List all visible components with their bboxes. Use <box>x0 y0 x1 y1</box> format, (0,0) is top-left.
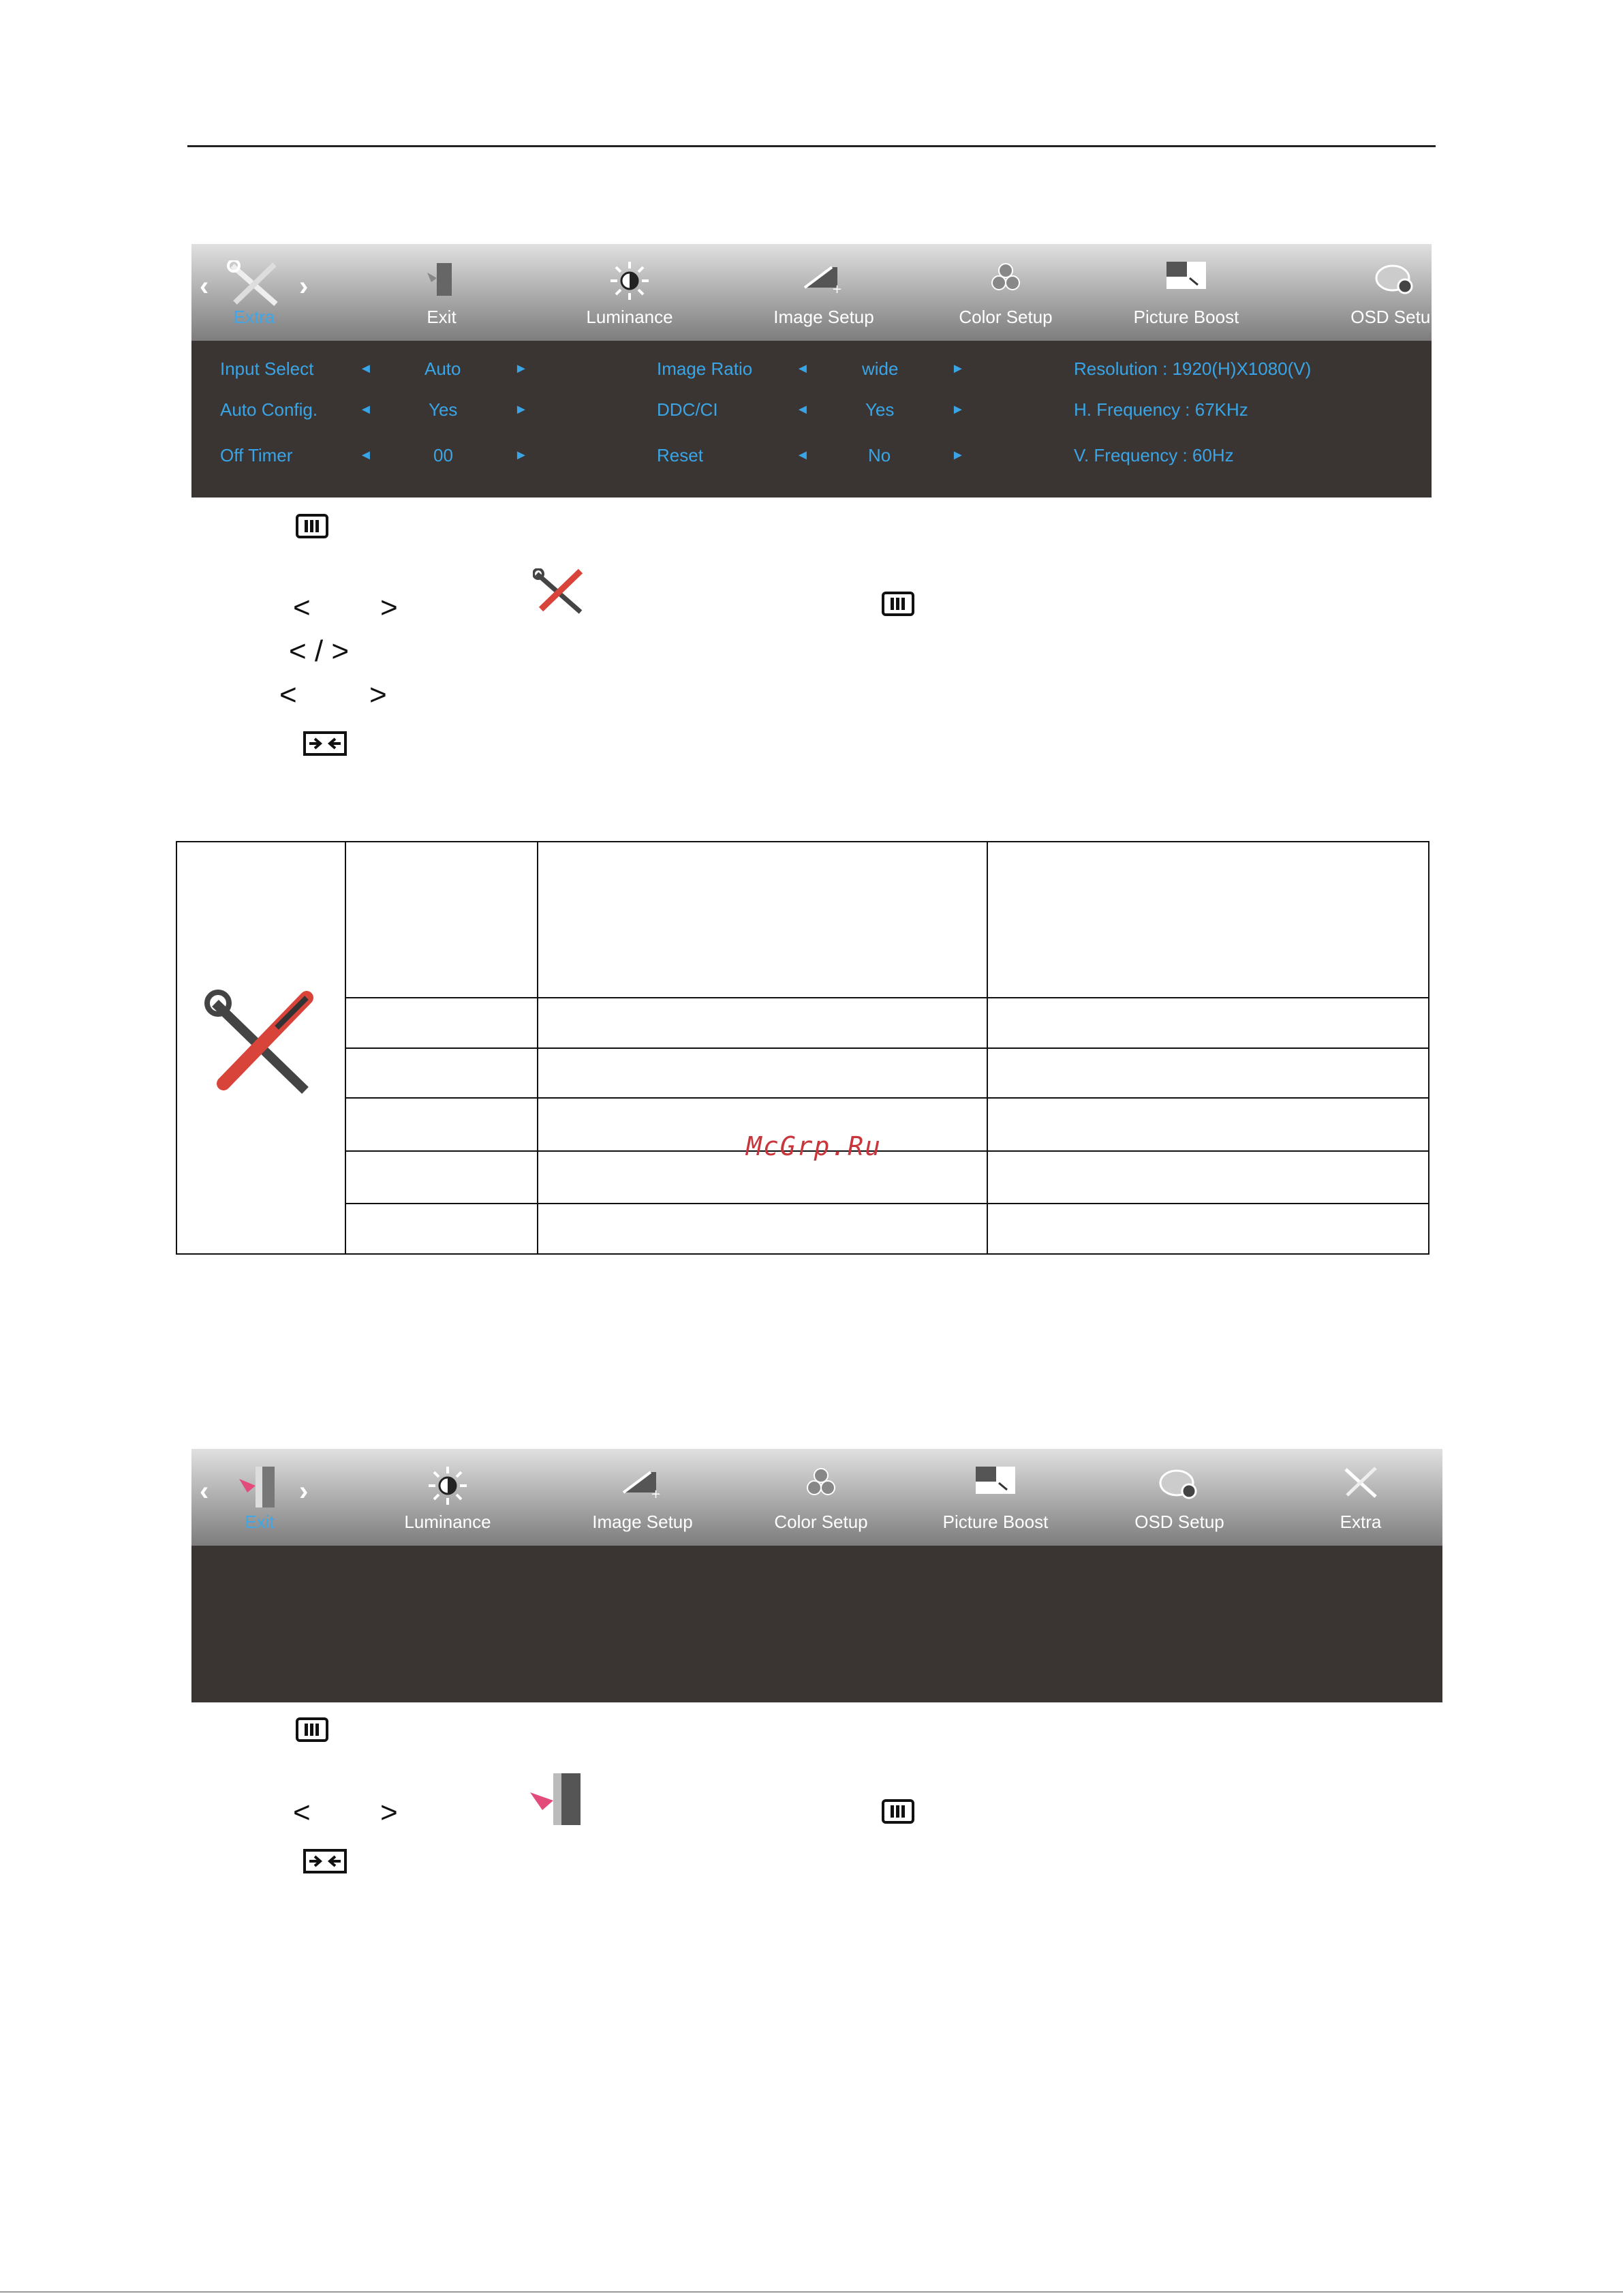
table-cell <box>538 1048 987 1098</box>
opt-auto-config-increase[interactable]: ► <box>514 402 528 417</box>
opt-off-timer-value: 00 <box>433 445 453 465</box>
tab-color-setup[interactable] <box>931 244 1081 341</box>
table-cell <box>987 1204 1429 1254</box>
opt-ddc-ci-decrease[interactable]: ◄ <box>796 402 809 417</box>
sun-icon <box>427 1465 468 1506</box>
tab-osd-setup[interactable] <box>1320 244 1470 341</box>
osd-tab-bar <box>191 244 1440 341</box>
tools-icon <box>1342 1465 1380 1499</box>
tab-osd-setup[interactable] <box>1104 1449 1254 1546</box>
image-setup-icon <box>621 1465 664 1499</box>
picture-boost-icon <box>974 1465 1017 1495</box>
enter-button-icon <box>303 1848 347 1874</box>
tab-luminance[interactable] <box>373 1449 523 1546</box>
tools-icon <box>203 988 319 1104</box>
sun-icon <box>609 260 650 301</box>
table-cell <box>538 1204 987 1254</box>
tab-label: Color Setup <box>774 1512 868 1532</box>
opt-off-timer-label: Off Timer <box>220 445 293 465</box>
table-row <box>176 1204 1429 1254</box>
watermark: McGrp.Ru <box>746 1131 882 1161</box>
tab-picture-boost[interactable] <box>1111 244 1261 341</box>
table-cell <box>987 1098 1429 1151</box>
opt-off-timer-decrease[interactable]: ◄ <box>359 448 373 463</box>
opt-ddc-ci-value: Yes <box>865 399 895 420</box>
tab-label: Extra <box>1340 1512 1382 1532</box>
svg-text:+: + <box>651 1487 662 1499</box>
tab-image-setup[interactable] <box>568 1449 717 1546</box>
tab-next-arrow[interactable]: › <box>299 1476 309 1506</box>
right-arrow-glyph: > <box>369 678 387 711</box>
opt-input-select-label: Input Select <box>220 358 314 379</box>
table-cell <box>538 842 987 998</box>
image-setup-icon <box>802 260 846 294</box>
opt-reset-label: Reset <box>657 445 703 465</box>
exit-door-icon <box>424 260 459 299</box>
opt-image-ratio-decrease[interactable]: ◄ <box>796 361 809 376</box>
tab-label: Luminance <box>404 1512 491 1532</box>
opt-image-ratio-value: wide <box>862 358 899 379</box>
tab-label: Exit <box>245 1512 275 1532</box>
opt-auto-config-label: Auto Config. <box>220 399 318 420</box>
left-arrow-glyph: < <box>293 1796 311 1829</box>
tab-label: Extra <box>233 307 275 327</box>
exit-door-icon <box>529 1772 586 1826</box>
osd-exit-panel <box>191 1449 1442 1702</box>
exit-door-icon <box>238 1465 281 1509</box>
tab-image-setup[interactable] <box>749 244 899 341</box>
opt-image-ratio-increase[interactable]: ► <box>951 361 965 376</box>
tab-label: Picture Boost <box>942 1512 1049 1532</box>
menu-button-icon <box>296 1717 328 1742</box>
left-arrow-glyph: < <box>279 678 297 711</box>
tools-icon <box>533 568 586 616</box>
menu-button-icon <box>882 1799 914 1824</box>
right-arrow-glyph: > <box>380 1796 398 1829</box>
opt-input-select-decrease[interactable]: ◄ <box>359 361 373 376</box>
opt-ddc-ci-increase[interactable]: ► <box>951 402 965 417</box>
tab-color-setup[interactable] <box>746 1449 896 1546</box>
opt-input-select-increase[interactable]: ► <box>514 361 528 376</box>
opt-image-ratio-label: Image Ratio <box>657 358 753 379</box>
tab-label: OSD Setup <box>1350 307 1440 327</box>
table-cell <box>987 1048 1429 1098</box>
tab-label: Luminance <box>586 307 673 327</box>
tab-picture-boost[interactable] <box>921 1449 1070 1546</box>
table-cell <box>345 998 538 1048</box>
tab-label: Exit <box>427 307 457 327</box>
table-cell <box>345 1048 538 1098</box>
osd-gear-icon <box>1374 260 1417 297</box>
table-cell <box>345 842 538 998</box>
header-rule <box>187 145 1436 147</box>
menu-button-icon <box>296 514 328 538</box>
table-cell <box>987 998 1429 1048</box>
footer-rule <box>0 2291 1623 2293</box>
osd-extra-panel <box>191 244 1440 498</box>
opt-input-select-value: Auto <box>424 358 461 379</box>
opt-ddc-ci-label: DDC/CI <box>657 399 718 420</box>
tab-extra[interactable] <box>1286 1449 1436 1546</box>
opt-reset-value: No <box>868 445 891 465</box>
opt-auto-config-value: Yes <box>429 399 458 420</box>
tab-prev-arrow[interactable]: ‹ <box>200 271 209 301</box>
table-cell <box>987 1151 1429 1203</box>
opt-auto-config-decrease[interactable]: ◄ <box>359 402 373 417</box>
opt-reset-decrease[interactable]: ◄ <box>796 448 809 463</box>
right-arrow-glyph: > <box>380 591 398 624</box>
tab-label: Image Setup <box>592 1512 693 1532</box>
table-cell <box>345 1098 538 1151</box>
table-cell <box>538 998 987 1048</box>
table-row <box>176 1048 1429 1098</box>
table-icon-cell <box>176 842 345 1254</box>
tab-label: Picture Boost <box>1133 307 1239 327</box>
tools-icon <box>227 260 281 308</box>
tab-label: Image Setup <box>773 307 874 327</box>
table-cell <box>345 1151 538 1203</box>
info-v-frequency: V. Frequency : 60Hz <box>1074 445 1234 465</box>
color-circles-icon <box>989 260 1023 294</box>
opt-reset-increase[interactable]: ► <box>951 448 965 463</box>
extra-description-table <box>176 841 1429 1255</box>
opt-off-timer-increase[interactable]: ► <box>514 448 528 463</box>
left-arrow-glyph: < <box>293 591 311 624</box>
color-circles-icon <box>804 1465 838 1499</box>
tab-label: Color Setup <box>959 307 1053 327</box>
table-row <box>176 998 1429 1048</box>
tab-exit[interactable] <box>367 244 516 341</box>
tab-exit[interactable] <box>185 1449 335 1546</box>
picture-boost-icon <box>1165 260 1207 290</box>
info-h-frequency: H. Frequency : 67KHz <box>1074 399 1248 420</box>
svg-text:+: + <box>832 282 843 294</box>
tab-extra[interactable] <box>179 244 329 341</box>
enter-button-icon <box>303 731 347 756</box>
tab-next-arrow[interactable]: › <box>299 271 309 301</box>
osd-tab-bar <box>191 1449 1442 1546</box>
table-cell <box>987 842 1429 998</box>
left-right-arrows-glyph: < / > <box>289 634 350 668</box>
menu-button-icon <box>882 592 914 616</box>
tab-label: OSD Setup <box>1134 1512 1224 1532</box>
info-resolution: Resolution : 1920(H)X1080(V) <box>1074 358 1312 379</box>
tab-luminance[interactable] <box>555 244 705 341</box>
tab-prev-arrow[interactable]: ‹ <box>200 1476 209 1506</box>
table-cell <box>345 1204 538 1254</box>
osd-gear-icon <box>1158 1465 1201 1502</box>
